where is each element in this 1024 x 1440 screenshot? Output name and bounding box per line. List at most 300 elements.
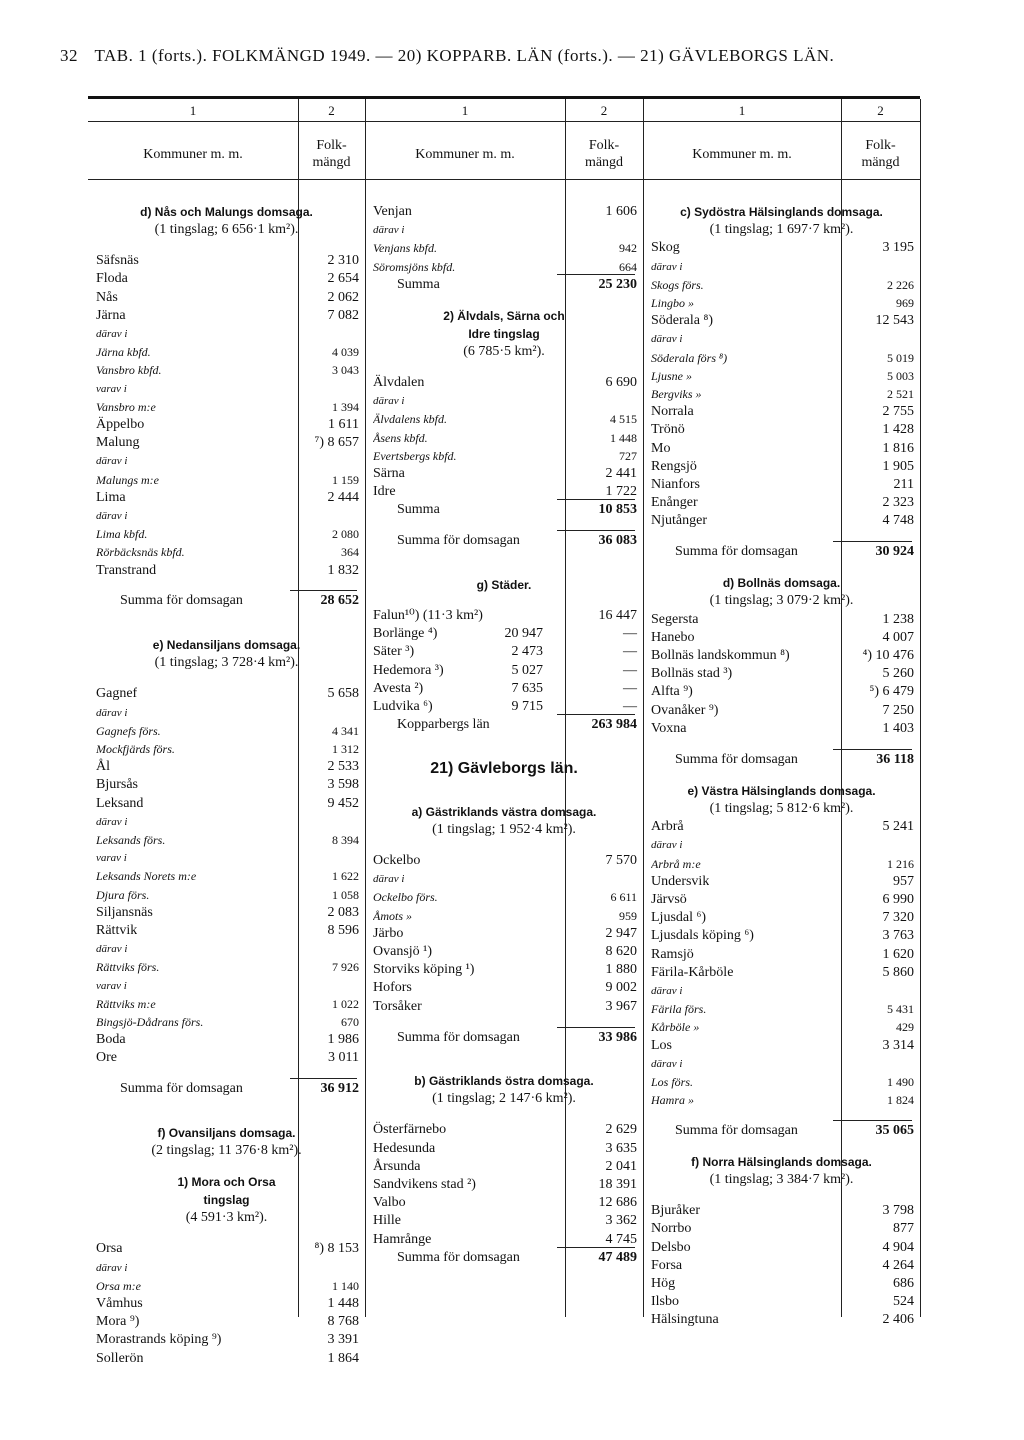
population-value: — [623, 644, 637, 660]
kommun-name: Summa för domsagan [397, 1249, 520, 1265]
table-row [651, 836, 916, 854]
table-panel-3 [643, 99, 921, 1328]
column-header [365, 99, 643, 180]
table-row [373, 239, 639, 257]
kommun-name: Venjans kbfd. [373, 241, 437, 256]
table-row [96, 1049, 361, 1067]
summary-row [373, 276, 639, 294]
table-row [651, 964, 916, 982]
table-row [651, 1311, 916, 1329]
kommun-name: därav i [96, 706, 128, 719]
column-label-folkmangd [298, 137, 365, 171]
population-value: 4 904 [882, 1239, 914, 1255]
summary-row [96, 592, 361, 610]
sum-rule [557, 1247, 635, 1248]
table-row [96, 1259, 361, 1277]
kommun-name: Sollerön [96, 1350, 144, 1366]
kommun-name: därav i [96, 943, 128, 956]
folk-label-line: mängd [584, 155, 624, 170]
kommun-name: Älvdalen [373, 375, 425, 391]
population-value: ⁸) 8 153 [314, 1241, 359, 1257]
population-value: 2 226 [887, 277, 914, 292]
table-row [96, 434, 361, 452]
table-row [651, 1055, 916, 1073]
table-row [651, 476, 916, 494]
population-value: 1 022 [332, 996, 359, 1011]
kommun-name: Hille [373, 1213, 401, 1229]
kommun-name: Järvsö [651, 891, 687, 907]
population-table [88, 96, 920, 1366]
kommun-name: Leksand [96, 795, 144, 811]
kommun-name: Summa [397, 276, 440, 292]
kommun-name: Trönö [651, 422, 685, 438]
population-value: 7 320 [882, 910, 914, 926]
folk-label-line: Folk- [588, 138, 620, 153]
page-number: 32 [60, 46, 78, 65]
population-value: 4 039 [332, 345, 359, 360]
table-row [373, 943, 639, 961]
kommun-name: Leksands förs. [96, 832, 166, 847]
population-value: 3 635 [605, 1140, 637, 1156]
population-value: 1 620 [882, 946, 914, 962]
table-row [373, 888, 639, 906]
table-row [651, 1239, 916, 1257]
population-value: 1 611 [328, 416, 359, 432]
section-title: d) Nås och Malungs domsaga. [140, 205, 313, 219]
population-value: 3 314 [882, 1037, 914, 1053]
table-row [373, 221, 639, 239]
kommun-name: Rörbäcksnäs kbfd. [96, 545, 185, 560]
kommun-name: Söderala ⁸) [651, 313, 714, 329]
kommun-name: Orsa m:e [96, 1278, 141, 1293]
table-row [651, 276, 916, 294]
kommun-name: Vansbro m:e [96, 399, 156, 414]
kommun-name: Summa för domsagan [120, 1081, 243, 1097]
kommun-name: Gagnefs förs. [96, 723, 161, 738]
table-row [96, 977, 361, 995]
population-value: 3 598 [327, 777, 359, 793]
population-value: 2 654 [327, 271, 359, 287]
kommun-name: Nianfors [651, 477, 700, 492]
table-row [96, 831, 361, 849]
kommun-name: Mockfjärds förs. [96, 741, 175, 756]
kommun-name: Älvdalens kbfd. [373, 412, 447, 427]
table-row [651, 294, 916, 312]
kommun-name: Lima kbfd. [96, 527, 148, 542]
population-value: 3 195 [882, 240, 914, 256]
kommun-name: Los [651, 1037, 672, 1053]
population-value: 5 431 [887, 1002, 914, 1017]
table-row [651, 891, 916, 909]
section-subtitle: (2 tingslag; 11 376·8 km²). [151, 1143, 302, 1159]
population-value: 4 515 [610, 412, 637, 427]
table-row [373, 1176, 639, 1194]
table-row [96, 343, 361, 361]
section-title: 21) Gävleborgs län. [430, 759, 578, 777]
kommun-name: Järna [96, 307, 126, 323]
kommun-name: Orsa [96, 1241, 123, 1257]
population-value: 1 722 [605, 484, 637, 500]
table-row [373, 625, 639, 643]
kommun-name: Summa för domsagan [397, 533, 520, 549]
table-row [373, 374, 639, 392]
table-row [651, 330, 916, 348]
kommun-name: Skog [651, 240, 680, 256]
population-value: 1 824 [887, 1093, 914, 1108]
table-row [96, 758, 361, 776]
table-row [651, 458, 916, 476]
table-row [96, 886, 361, 904]
population-value: 3 011 [328, 1050, 359, 1066]
population-value: 8 620 [605, 944, 637, 959]
kommun-name: Färila förs. [651, 1002, 707, 1017]
table-row [373, 447, 639, 465]
population-value: 47 489 [598, 1249, 637, 1265]
table-row [651, 946, 916, 964]
population-value: 2 041 [605, 1158, 637, 1174]
table-row [96, 849, 361, 867]
population-value: 1 880 [605, 962, 637, 978]
kommun-name: Årsunda [373, 1158, 421, 1174]
sum-rule [557, 530, 635, 531]
population-value: 4 264 [882, 1257, 914, 1273]
table-row [96, 489, 361, 507]
kommun-name: därav i [651, 333, 683, 346]
kommun-name: Åmots » [373, 908, 412, 923]
kommun-name: Arbrå m:e [651, 856, 701, 871]
kommun-name: Undersvik [651, 873, 710, 889]
kommun-name: Österfärnebo [373, 1122, 447, 1138]
column-header [88, 99, 365, 180]
kommun-name: Åsens kbfd. [373, 430, 428, 445]
kommun-name: Järbo [373, 925, 404, 941]
population-value: ⁵) 6 479 [869, 684, 914, 700]
population-value: 2 323 [882, 495, 914, 511]
kommun-name: Söderala förs ⁸) [651, 350, 728, 365]
table-row [96, 922, 361, 940]
table-row [373, 852, 639, 870]
population-value: 1 864 [327, 1350, 359, 1366]
kommun-name: Morastrands köping ⁹) [96, 1332, 222, 1348]
table-row [373, 979, 639, 997]
kommun-name: Delsbo [651, 1239, 691, 1255]
column-number: 2 [328, 103, 335, 118]
population-value: 1 403 [882, 720, 914, 736]
table-row [651, 1293, 916, 1311]
population-value: 2 083 [327, 904, 359, 920]
population-value-mid: 20 947 [504, 626, 543, 642]
kommun-name: Särna [373, 466, 405, 482]
population-value: 969 [896, 296, 914, 310]
kommun-name: Hamrånge [373, 1231, 432, 1247]
kommun-name: Gagnef [96, 686, 138, 702]
table-row [96, 525, 361, 543]
kommun-name: Malung [96, 435, 140, 451]
kommun-name: Mora ⁹) [96, 1314, 140, 1330]
section-title: e) Nedansiljans domsaga. [152, 638, 301, 653]
kommun-name: Forsa [651, 1257, 683, 1273]
kommun-name: Malungs m:e [96, 472, 159, 487]
kommun-name: därav i [96, 327, 128, 340]
table-row [373, 961, 639, 979]
population-value: 1 159 [332, 472, 359, 487]
table-row [651, 1037, 916, 1055]
population-value: 36 118 [876, 751, 914, 767]
section-subtitle: (6 785·5 km²). [463, 344, 545, 360]
summary-row [373, 532, 639, 550]
kommun-name: Summa för domsagan [675, 1123, 798, 1139]
kommun-name: Ockelbo [373, 853, 421, 868]
table-row [373, 465, 639, 483]
table-row [651, 1073, 916, 1091]
kommun-name: Nås [96, 289, 118, 305]
table-row [651, 1091, 916, 1109]
kommun-name: Voxna [651, 720, 687, 736]
population-value: 9 452 [327, 795, 359, 811]
population-value: 1 986 [327, 1032, 359, 1048]
kommun-name: Arbrå [651, 819, 684, 835]
kommun-name: därav i [651, 839, 683, 852]
section-subtitle: (1 tingslag; 3 079·2 km²). [709, 593, 854, 609]
population-value: 2 947 [605, 925, 637, 941]
section-subtitle: (1 tingslag; 6 656·1 km²). [154, 222, 299, 238]
table-panel-1 [88, 99, 366, 1366]
population-value: 211 [893, 477, 914, 492]
table-row [96, 1350, 361, 1368]
table-row [373, 1158, 639, 1176]
kommun-name: Transtrand [96, 562, 157, 578]
section-subtitle: (4 591·3 km²). [185, 1210, 268, 1226]
kommun-name: Evertsbergs kbfd. [373, 448, 457, 463]
population-value: 1 394 [332, 399, 359, 414]
table-row [651, 818, 916, 836]
population-value: 2 755 [882, 404, 914, 420]
table-row [96, 1331, 361, 1349]
kommun-name: Hälsingtuna [651, 1312, 719, 1328]
population-value: 7 082 [327, 307, 359, 323]
kommun-name: Hedesunda [373, 1140, 436, 1156]
kommun-name: Söromsjöns kbfd. [373, 259, 456, 274]
kommun-name: Lima [96, 489, 126, 505]
kommun-name: Idre [373, 484, 396, 500]
table-row [373, 1121, 639, 1139]
population-value: 25 230 [598, 276, 637, 292]
section-subtitle: (1 tingslag; 1 952·4 km²). [432, 822, 576, 838]
table-row [651, 629, 916, 647]
column-label-kommuner: Kommuner m. m. [415, 147, 515, 162]
table-row [96, 958, 361, 976]
population-value: 2 533 [327, 759, 359, 775]
table-row [651, 494, 916, 512]
kommun-name: därav i [96, 455, 128, 468]
kommun-name: Ramsjö [651, 946, 694, 962]
kommun-name: Säter ³) [373, 644, 415, 660]
kommun-name: Kårböle » [651, 1020, 700, 1035]
population-value: 18 391 [598, 1176, 637, 1192]
population-value: 8 596 [327, 922, 359, 938]
population-value: 959 [619, 908, 637, 923]
kommun-name: Ludvika ⁶) [373, 699, 433, 715]
section-title: tingslag [203, 1193, 250, 1208]
kommun-name: Äppelbo [96, 416, 145, 432]
table-row [373, 662, 639, 680]
folk-label-line: Folk- [865, 138, 896, 153]
column-number: 1 [738, 103, 746, 118]
kommun-name: Ovansjö ¹) [373, 944, 433, 959]
kommun-name: Leksands Norets m:e [96, 869, 197, 884]
table-row [651, 1000, 916, 1018]
sum-rule [833, 541, 912, 542]
kommun-name: Summa för domsagan [675, 751, 798, 767]
table-row [651, 1220, 916, 1238]
population-value: 8 768 [327, 1314, 359, 1330]
sum-rule [557, 714, 635, 715]
population-value: 12 543 [875, 313, 914, 329]
column-label-kommuner: Kommuner m. m. [692, 147, 792, 162]
kommun-name: Ovanåker ⁹) [651, 702, 719, 718]
table-row [651, 385, 916, 403]
kommun-name: Norrala [651, 404, 694, 420]
table-row [96, 471, 361, 489]
population-value: 35 065 [875, 1123, 914, 1139]
column-header [643, 99, 920, 180]
kommun-name: Avesta ²) [373, 680, 424, 696]
population-value: 5 241 [882, 819, 914, 835]
table-row [96, 685, 361, 703]
summary-row [651, 751, 916, 769]
population-value: 2 062 [327, 289, 359, 305]
kommun-name: Bjuråker [651, 1203, 700, 1219]
population-value: — [623, 699, 637, 715]
kommun-name: Njutånger [651, 513, 707, 529]
table-row [651, 665, 916, 683]
kommun-name: Järna kbfd. [96, 345, 151, 360]
kommun-name: Ljusdal ⁶) [651, 910, 707, 926]
table-row [96, 398, 361, 416]
kommun-name: därav i [651, 984, 683, 997]
table-row [651, 611, 916, 629]
population-value: 263 984 [591, 717, 637, 733]
table-row [96, 252, 361, 270]
table-row [651, 1202, 916, 1220]
table-row [96, 416, 361, 434]
column-number: 1 [189, 103, 197, 118]
table-row [96, 1295, 361, 1313]
kommun-name: Enånger [651, 495, 698, 511]
population-value: 3 798 [882, 1203, 914, 1219]
kommun-name: Rengsjö [651, 458, 697, 474]
population-value: ⁴) 10 476 [862, 648, 914, 664]
table-row [373, 1194, 639, 1212]
kommun-name: därav i [96, 815, 128, 828]
section-subtitle: (1 tingslag; 2 147·6 km²). [432, 1091, 576, 1107]
table-row [96, 289, 361, 307]
population-value: 2 441 [605, 466, 637, 482]
population-value: 1 312 [332, 741, 359, 756]
table-row [96, 543, 361, 561]
table-row [96, 704, 361, 722]
table-row [373, 907, 639, 925]
population-value: 686 [893, 1275, 914, 1291]
section-subtitle: (1 tingslag; 3 728·4 km²). [154, 655, 299, 671]
population-value: 4 007 [882, 629, 914, 645]
table-row [651, 720, 916, 738]
population-value: 5 658 [327, 686, 359, 702]
kommun-name: Hamra » [651, 1093, 695, 1108]
sum-rule [557, 1027, 635, 1028]
table-row [96, 722, 361, 740]
table-row [651, 440, 916, 458]
population-value: 1 428 [882, 422, 914, 438]
section-title: 2) Älvdals, Särna och [443, 308, 565, 323]
population-value: 1 622 [332, 869, 359, 884]
table-row [651, 367, 916, 385]
kommun-name: varav i [96, 382, 127, 395]
population-value: 8 394 [332, 832, 359, 847]
population-value: 5 019 [887, 350, 914, 365]
population-value: 3 967 [605, 998, 637, 1014]
kommun-name: Våmhus [96, 1296, 143, 1311]
kommun-name: Storviks köping ¹) [373, 962, 475, 978]
kommun-name: Ljusdals köping ⁶) [651, 928, 754, 944]
population-value: 1 606 [605, 204, 637, 219]
kommun-name: därav i [651, 260, 683, 273]
table-row [96, 507, 361, 525]
table-row [96, 1240, 361, 1258]
kommun-name: Bergviks » [651, 387, 702, 401]
folk-label-line: mängd [861, 155, 900, 170]
kommun-name: Ore [96, 1050, 117, 1066]
population-value: 3 043 [332, 363, 359, 378]
table-row [373, 203, 639, 221]
population-value: 6 990 [882, 891, 914, 907]
population-value: 7 570 [605, 853, 637, 868]
table-row [96, 995, 361, 1013]
column-number: 2 [600, 103, 608, 118]
table-row [373, 410, 639, 428]
population-value: 5 260 [882, 666, 914, 682]
population-value: 1 216 [887, 856, 914, 871]
table-row [96, 1277, 361, 1295]
population-value: 33 986 [598, 1029, 637, 1045]
kommun-name: Mo [651, 440, 671, 456]
population-value: 7 926 [332, 960, 359, 975]
population-value: 727 [619, 448, 637, 463]
population-value: 16 447 [598, 608, 637, 624]
kommun-name: Rättvik [96, 922, 138, 938]
population-value: 2 310 [327, 253, 359, 269]
table-row [651, 982, 916, 1000]
population-value: — [623, 626, 637, 642]
table-row [651, 909, 916, 927]
population-value: 2 444 [327, 489, 359, 505]
section-title: e) Västra Hälsinglands domsaga. [687, 783, 876, 798]
population-value: 7 250 [882, 702, 914, 718]
table-row [96, 940, 361, 958]
kommun-name: Hög [651, 1275, 676, 1291]
population-value: 1 490 [887, 1074, 914, 1089]
table-row [373, 680, 639, 698]
section-title: f) Ovansiljans domsaga. [157, 1125, 296, 1140]
kommun-name: Rättviks m:e [96, 996, 156, 1011]
population-value: 36 083 [598, 533, 637, 549]
kommun-name: Sandvikens stad ²) [373, 1176, 476, 1192]
table-row [373, 643, 639, 661]
table-row [373, 998, 639, 1016]
table-row [96, 1313, 361, 1331]
population-value: 28 652 [320, 593, 359, 609]
table-row [373, 1140, 639, 1158]
